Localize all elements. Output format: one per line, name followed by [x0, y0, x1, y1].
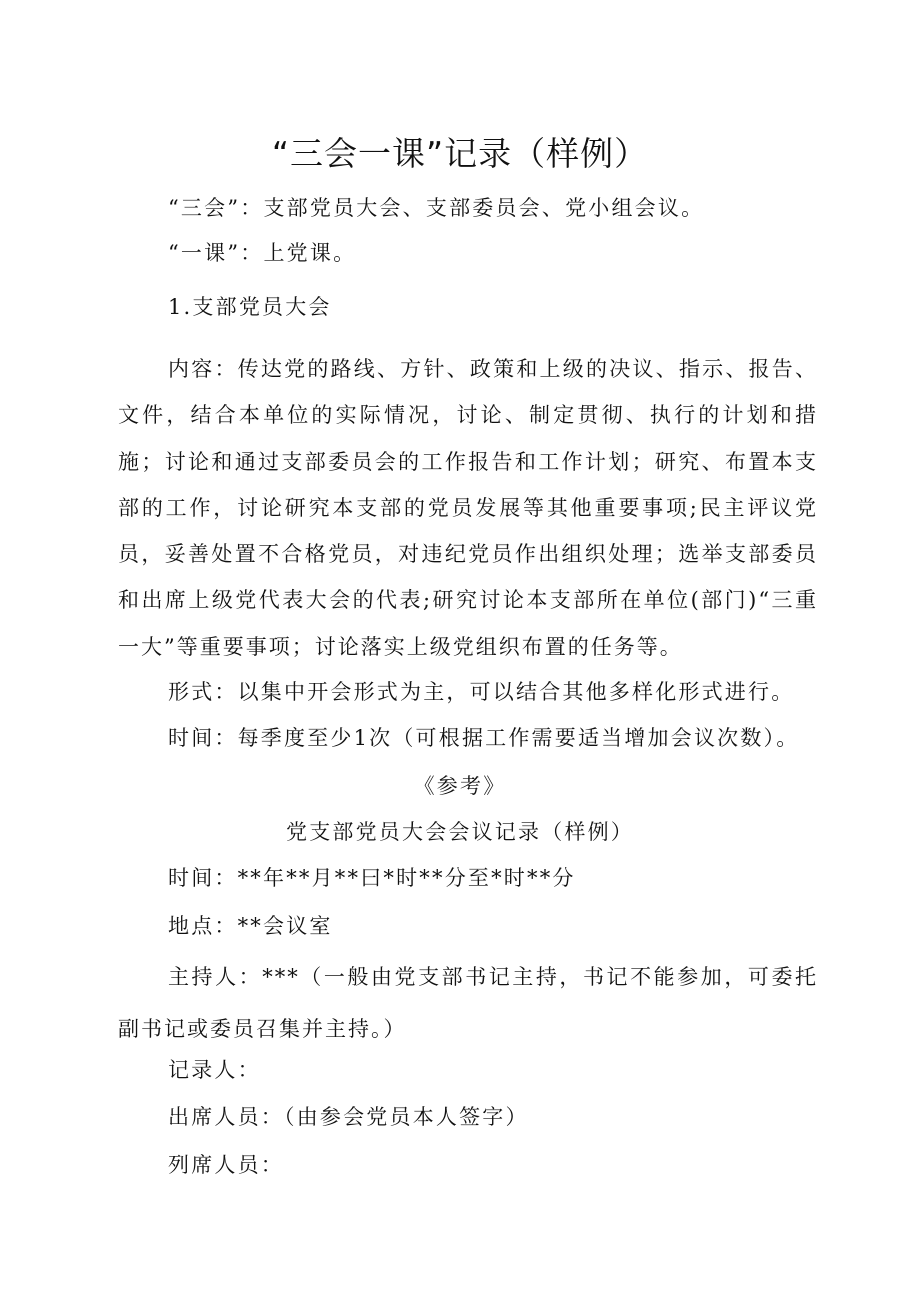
section-heading: 1.支部党员大会	[168, 295, 332, 319]
host-paragraph: 主持人：***（一般由党支部书记主持，书记不能参加，可委托副书记或委员召集并主持。）	[118, 965, 818, 1041]
sample-title: 党支部党员大会会议记录（样例）	[286, 820, 634, 844]
observers-line: 列席人员：	[168, 1153, 284, 1177]
intro-one-lesson: “一课”：上党课。	[168, 241, 357, 265]
meeting-time: 时间：**年**月**曰*时**分至*时**分	[168, 866, 576, 890]
page-title: “三会一课”记录（样例）	[271, 134, 649, 173]
form-line: 形式：以集中开会形式为主，可以结合其他多样化形式进行。	[168, 680, 795, 704]
content-paragraph: 内容：传达党的路线、方针、政策和上级的决议、指示、报告、文件，结合本单位的实际情况，讨论、制定贯彻、执行的计划和措施；讨论和通过支部委员会的工作报告和工作计划；研究、布置本支部的工作，讨论研究本支部的党员发展等其他重要事项;民主评议党员，妥善处置不合格党员，对违纪党员作出组织处理；选举支部委员和出席上级党代表大会的代表;研究讨论本支部所在单位(部门)“三重一大”等重要事项；讨论落实上级党组织布置的任务等。	[118, 357, 818, 659]
reference-label: 《参考》	[413, 774, 507, 798]
attendees-line: 出席人员：（由参会党员本人签字）	[168, 1105, 529, 1129]
recorder-line: 记录人：	[168, 1058, 261, 1082]
intro-three-meetings: “三会”：支部党员大会、支部委员会、党小组会议。	[168, 196, 705, 220]
meeting-place: 地点：**会议室	[168, 914, 333, 938]
time-line: 时间：每季度至少1次（可根据工作需要适当增加会议次数）。	[168, 726, 800, 750]
